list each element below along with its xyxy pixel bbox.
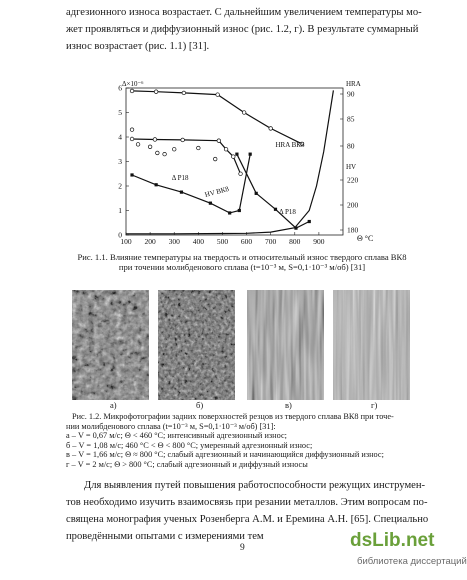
page-number: 9 xyxy=(240,543,245,553)
caption-line: Рис. 1.2. Микрофотографии задних поверхностей резцов из твердого сплава ВК8 при точе- xyxy=(72,412,394,421)
data-point xyxy=(148,145,152,149)
micrograph-c xyxy=(247,290,324,400)
micrograph-b xyxy=(158,290,235,400)
micrograph-label: б) xyxy=(196,400,204,410)
micrograph-label: а) xyxy=(110,400,117,410)
y-tick-label: 5 xyxy=(118,108,122,117)
x-tick-label: 500 xyxy=(216,237,229,246)
hv-tick-label: 180 xyxy=(347,225,359,235)
micrograph-label: в) xyxy=(285,400,292,410)
series-line xyxy=(132,154,250,213)
caption-item: а – V = 0,67 м/с; Θ < 460 °С; интенсивный адгезионный износ; xyxy=(66,431,287,441)
text-line: износ возрастает (рис. 1.1) [31]. xyxy=(66,41,210,52)
micrograph-d xyxy=(333,290,410,400)
caption-line: Рис. 1.1. Влияние температуры на твердость и относительный износ твердого сплава ВК8 xyxy=(77,252,407,262)
caption-item: в – V = 1,66 м/с; Θ ≈ 800 °С; слабый адгезионный и начинающийся диффузионный износ; xyxy=(66,450,384,460)
series-line xyxy=(132,91,302,144)
x-axis-label: Θ °C xyxy=(357,234,374,243)
data-point xyxy=(130,128,134,132)
data-point xyxy=(224,147,228,151)
data-point xyxy=(130,173,133,176)
y-tick-label: 1 xyxy=(118,206,122,215)
caption-line: при точении молибденового сплава (t=10⁻³ м, S=0,1·10⁻³ м/об) [31] xyxy=(118,262,366,273)
x-tick-label: 700 xyxy=(265,237,277,246)
data-point xyxy=(238,209,241,212)
data-point xyxy=(136,143,140,147)
watermark-logo: dsLib.net xyxy=(350,530,435,551)
micrograph-row xyxy=(72,290,410,408)
y-tick-label: 2 xyxy=(118,181,122,191)
data-point xyxy=(180,191,183,194)
data-point xyxy=(228,211,231,214)
data-point xyxy=(209,202,212,205)
micrograph-label: г) xyxy=(371,400,378,410)
text-line: Для выявления путей повышения работоспособности режущих инструмен- xyxy=(84,480,426,491)
data-point xyxy=(217,139,221,143)
caption-line: нии молибденового сплава (t=10⁻³ м, S=0,1·10⁻³ м/об) [31]: xyxy=(66,421,276,431)
data-point xyxy=(213,157,217,161)
body-text-top xyxy=(66,4,422,55)
data-point xyxy=(155,183,158,186)
x-tick-label: 400 xyxy=(192,237,204,246)
caption-item: б – V = 1,08 м/с; 460 °С < Θ < 800 °С; умеренный адгезионный износ; xyxy=(66,440,313,450)
data-point xyxy=(239,172,243,176)
caption-item: г – V = 2 м/с; Θ > 800 °С; слабый адгезионный и диффузный износы xyxy=(66,459,308,469)
text-line: проведёнными опытами с измерениями тем xyxy=(66,531,264,542)
x-tick-label: 300 xyxy=(168,237,180,246)
data-point xyxy=(130,137,134,141)
hra-tick-label: 85 xyxy=(347,114,355,124)
text-line: тов необходимо изучить взаимосвязь при резании металлов. Этим вопросам по- xyxy=(66,497,428,508)
data-point xyxy=(231,155,235,159)
series-label: HRA ВК8 xyxy=(275,140,305,149)
hra-tick-label: 80 xyxy=(347,141,355,151)
data-point xyxy=(216,93,220,97)
watermark-subtitle: библиотека диссертаций xyxy=(357,556,467,567)
data-point xyxy=(255,192,258,195)
x-tick-label: 200 xyxy=(144,237,156,246)
data-point xyxy=(130,89,134,93)
y-axis-label: Δ×10⁻⁶ xyxy=(122,80,144,88)
x-tick-label: 800 xyxy=(289,237,301,246)
data-point xyxy=(181,138,185,142)
data-point xyxy=(172,147,176,151)
hv-tick-label: 220 xyxy=(347,175,359,185)
series-label: Δ Р18 xyxy=(171,173,189,182)
data-point xyxy=(269,127,273,131)
data-point xyxy=(308,220,311,223)
series-line xyxy=(132,139,241,174)
x-tick-label: 600 xyxy=(240,237,253,246)
x-tick-label: 900 xyxy=(313,237,325,246)
micrograph-a xyxy=(72,290,149,400)
figure-1-chart xyxy=(112,78,372,250)
figure-2-caption xyxy=(66,412,416,470)
text-line: адгезионного износа возрастает. С дальнейшим увеличением температуры мо- xyxy=(66,7,422,18)
data-point xyxy=(274,208,277,211)
plot-frame xyxy=(126,88,343,235)
hra-tick-label: 90 xyxy=(347,89,355,99)
data-point xyxy=(153,138,157,142)
data-point xyxy=(242,111,246,115)
y-tick-label: 3 xyxy=(118,157,122,166)
y-tick-label: 4 xyxy=(118,132,122,142)
watermark xyxy=(350,530,467,580)
hv-tick-label: 200 xyxy=(347,200,359,210)
data-point xyxy=(197,146,201,150)
figure-1-caption xyxy=(72,252,412,273)
data-point xyxy=(182,91,186,95)
series-label: HV ВК8 xyxy=(204,184,230,199)
hv-axis-label: HV xyxy=(346,163,357,171)
text-line: священа монография ученых Розенберга А.М. и Еремина А.Н. [65]. Специально xyxy=(66,514,429,525)
y-tick-label: 0 xyxy=(118,230,122,240)
data-point xyxy=(249,153,252,156)
series-label: Δ Р18 xyxy=(279,208,296,217)
data-point xyxy=(154,90,158,94)
x-tick-label: 100 xyxy=(120,237,132,246)
data-point xyxy=(235,153,238,156)
text-line: жет проявляться и диффузионный износ (рис. 1.2, г). В результате суммарный xyxy=(66,24,419,35)
data-point xyxy=(163,152,167,156)
hra-axis-label: HRA xyxy=(346,80,361,88)
y-tick-label: 6 xyxy=(118,83,122,93)
data-point xyxy=(156,151,160,155)
